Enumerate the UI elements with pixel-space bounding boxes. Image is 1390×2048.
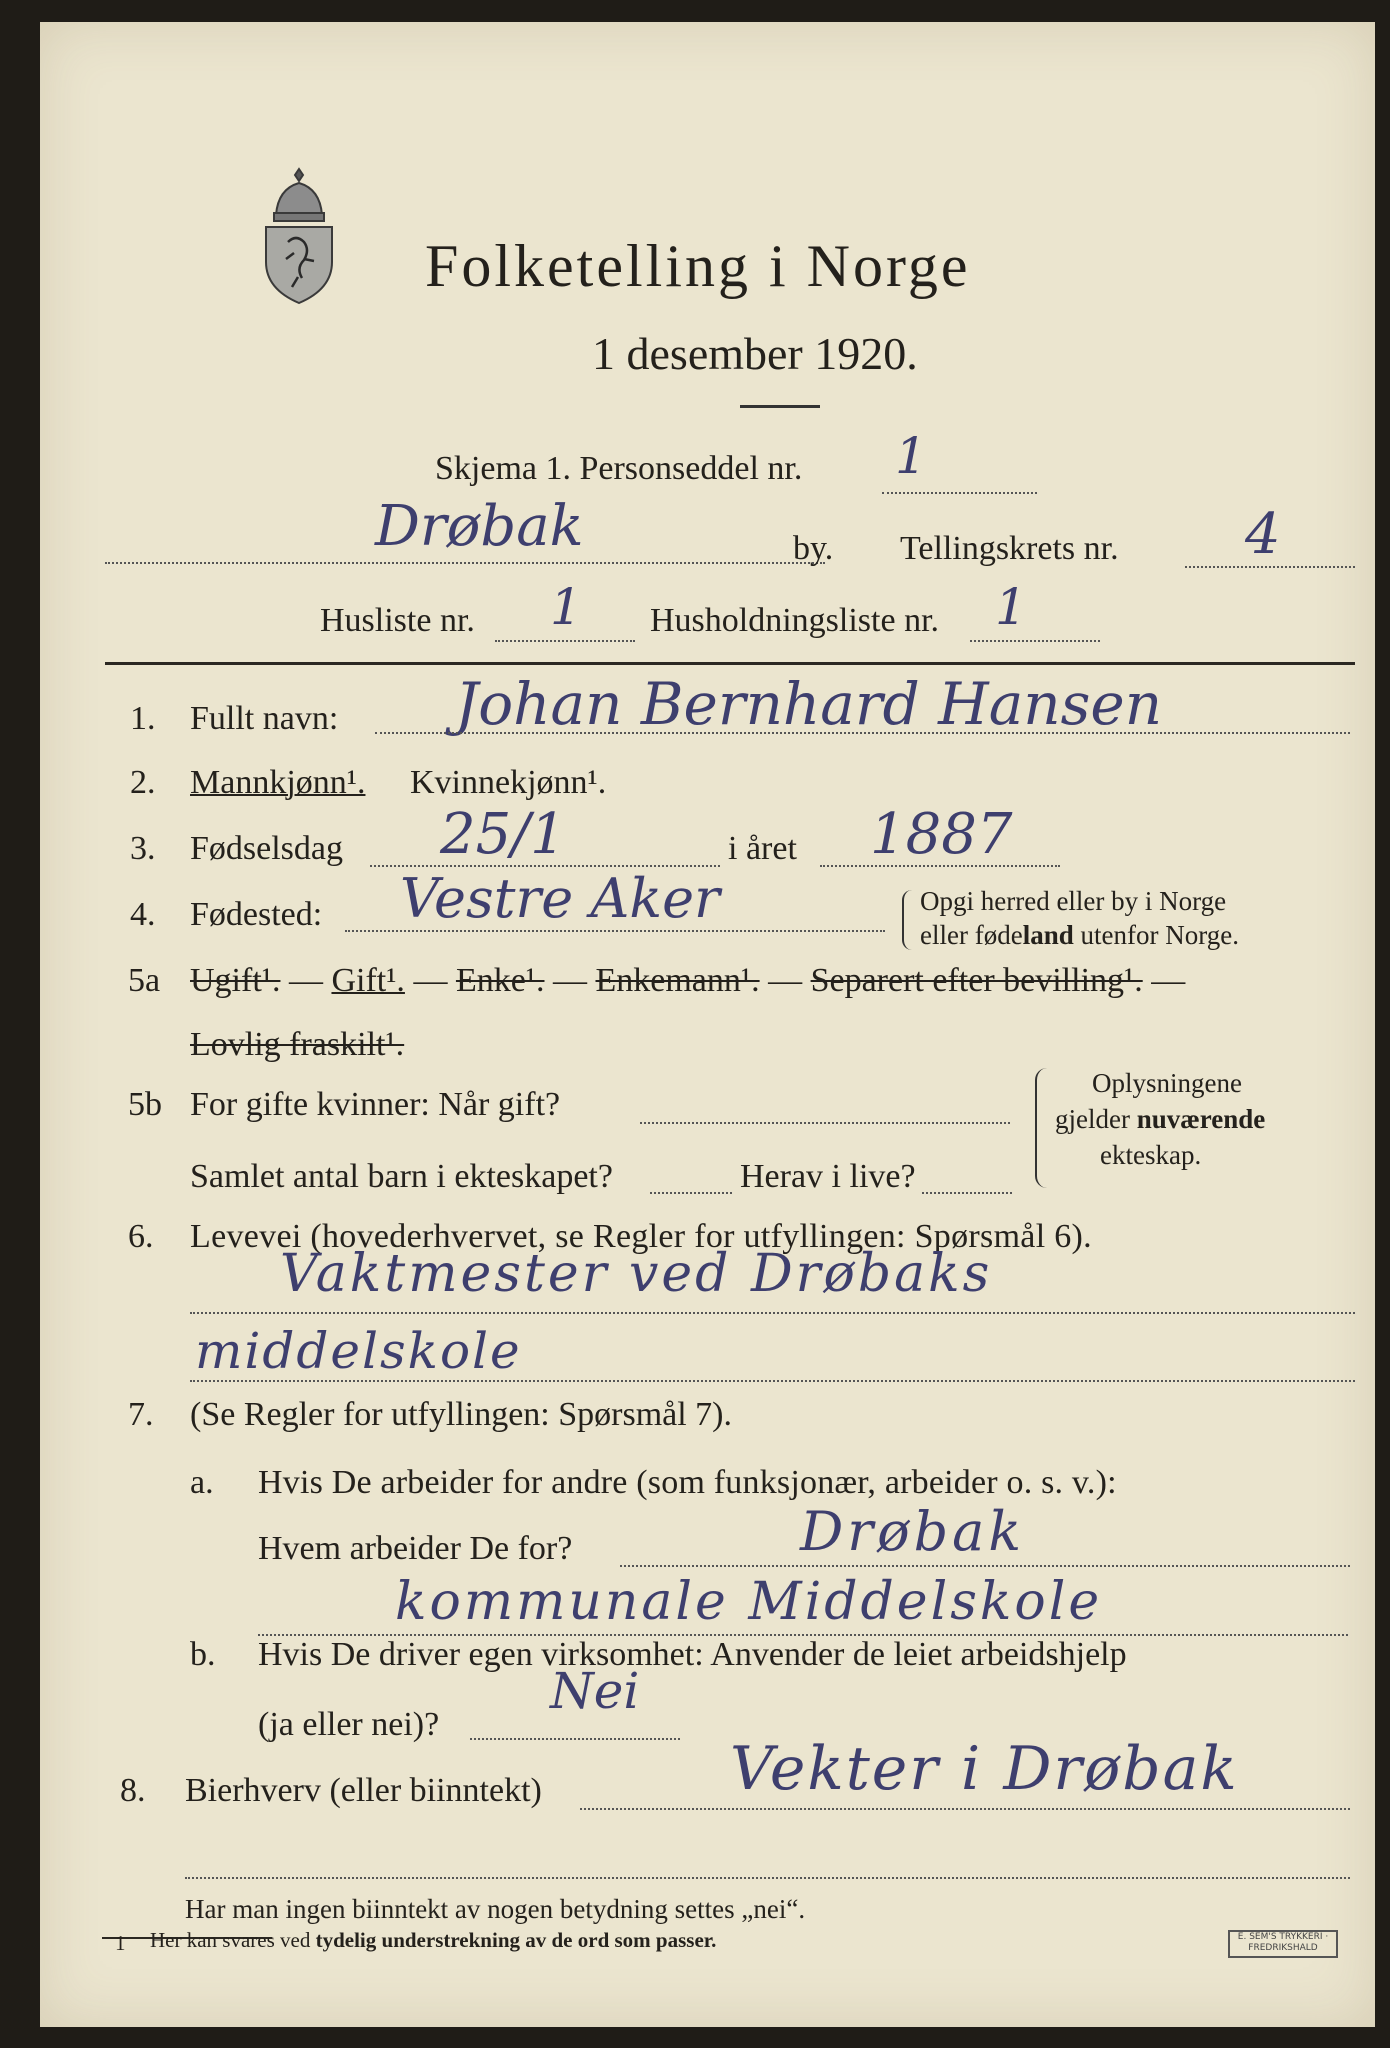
personseddel-nr-field[interactable]: 1 bbox=[895, 427, 927, 485]
by-label: by. bbox=[793, 530, 834, 567]
dotted-line bbox=[375, 732, 1350, 734]
by-field[interactable]: Drøbak bbox=[375, 494, 584, 559]
q5b-alive-label: Herav i live? bbox=[740, 1158, 916, 1195]
birth-day-field[interactable]: 25/1 bbox=[440, 802, 566, 867]
census-date: 1 desember 1920. bbox=[592, 328, 918, 379]
dotted-line bbox=[580, 1808, 1350, 1810]
q7a-text: Hvis De arbeider for andre (som funksjonær, arbeider o. s. v.): bbox=[258, 1464, 1117, 1501]
printer-stamp: E. SEM'S TRYKKERI · FREDRIKSHALD bbox=[1228, 1930, 1338, 1958]
dotted-line bbox=[105, 562, 825, 564]
footnote-number: 1 bbox=[115, 1931, 126, 1955]
widow-option[interactable]: Enke¹. bbox=[455, 962, 545, 999]
q5b-children-label: Samlet antal barn i ekteskapet? bbox=[190, 1158, 613, 1195]
q6-number: 6. bbox=[128, 1218, 154, 1255]
q8-number: 8. bbox=[120, 1772, 146, 1809]
male-option[interactable]: Mannkjønn¹. bbox=[190, 764, 366, 801]
q4-note-line2: eller fødeland utenfor Norge. bbox=[920, 920, 1239, 950]
q5b-note3: ekteskap. bbox=[1100, 1140, 1202, 1170]
unmarried-option[interactable]: Ugift¹. bbox=[190, 962, 281, 999]
dotted-line bbox=[820, 865, 1060, 867]
dotted-line bbox=[190, 1312, 1355, 1314]
tellingskrets-nr-field[interactable]: 4 bbox=[1245, 502, 1281, 567]
title-divider bbox=[740, 405, 820, 408]
q8-label: Bierhverv (eller biinntekt) bbox=[185, 1772, 542, 1809]
form-title: Folketelling i Norge bbox=[425, 233, 971, 299]
q6-label: Levevei (hovederhvervet, se Regler for utfyllingen: Spørsmål 6). bbox=[190, 1218, 1092, 1255]
q7b-text: Hvis De driver egen virksomhet: Anvender de leiet arbeidshjelp bbox=[258, 1636, 1127, 1673]
footer-note: Har man ingen biinntekt av nogen betydning settes „nei“. bbox=[185, 1894, 806, 1924]
q7a-letter: a. bbox=[190, 1464, 214, 1501]
female-option[interactable]: Kvinnekjønn¹. bbox=[410, 764, 607, 801]
note-brace bbox=[902, 890, 912, 950]
q5b-note1: Oplysningene bbox=[1092, 1068, 1242, 1098]
dotted-line bbox=[882, 492, 1037, 494]
birth-year-field[interactable]: 1887 bbox=[870, 802, 1013, 867]
occupation-field-line1[interactable]: Vaktmester ved Drøbaks bbox=[280, 1244, 993, 1304]
q5a-number: 5a bbox=[128, 962, 161, 999]
separated-option[interactable]: Separert efter bevilling¹. bbox=[810, 962, 1143, 999]
dotted-line bbox=[190, 1380, 1355, 1382]
q5b-note2: gjelder nuværende bbox=[1055, 1104, 1266, 1134]
section-rule bbox=[105, 662, 1355, 665]
q3-label: Fødselsdag bbox=[190, 830, 343, 867]
footnote-text: Her kan svares ved tydelig understrekning av de ord som passer. bbox=[150, 1928, 717, 1952]
dotted-line bbox=[345, 930, 885, 932]
marital-status-options: Ugift¹. — Gift¹. — Enke¹. — Enkemann¹. — Separert efter bevilling¹. — bbox=[190, 962, 1186, 999]
norwegian-coat-of-arms-icon bbox=[258, 167, 340, 307]
q4-note-line1: Opgi herred eller by i Norge bbox=[920, 886, 1227, 916]
dotted-line bbox=[970, 640, 1100, 642]
q7b-label: (ja eller nei)? bbox=[258, 1706, 440, 1743]
q2-number: 2. bbox=[130, 764, 156, 801]
q4-number: 4. bbox=[130, 896, 156, 933]
side-occupation-field[interactable]: Vekter i Drøbak bbox=[730, 1734, 1239, 1804]
children-count-field[interactable] bbox=[650, 1192, 732, 1194]
q1-label: Fullt navn: bbox=[190, 700, 339, 737]
q7-number: 7. bbox=[128, 1396, 154, 1433]
census-form-sheet bbox=[40, 22, 1375, 2027]
married-option[interactable]: Gift¹. bbox=[331, 962, 405, 999]
q1-number: 1. bbox=[130, 700, 156, 737]
q5b-number: 5b bbox=[128, 1086, 162, 1123]
dotted-line bbox=[495, 640, 635, 642]
q7b-letter: b. bbox=[190, 1636, 216, 1673]
dotted-line bbox=[185, 1877, 1350, 1879]
q7a-employer-label: Hvem arbeider De for? bbox=[258, 1530, 573, 1567]
q5b-line1: For gifte kvinner: Når gift? bbox=[190, 1086, 561, 1123]
divorced-option[interactable]: Lovlig fraskilt¹. bbox=[190, 1026, 405, 1063]
q4-label: Fødested: bbox=[190, 896, 323, 933]
dotted-line bbox=[1185, 566, 1355, 568]
skjema-label: Skjema 1. Personseddel nr. bbox=[435, 450, 803, 487]
tellingskrets-label: Tellingskrets nr. bbox=[900, 530, 1119, 567]
hired-help-field[interactable]: Nei bbox=[550, 1662, 640, 1720]
husliste-label: Husliste nr. bbox=[320, 602, 475, 639]
employer-field-line1[interactable]: Drøbak bbox=[800, 1500, 1026, 1563]
husliste-nr-field[interactable]: 1 bbox=[550, 578, 582, 636]
dotted-line bbox=[470, 1738, 680, 1740]
full-name-field[interactable]: Johan Bernhard Hansen bbox=[455, 670, 1163, 738]
widower-option[interactable]: Enkemann¹. bbox=[595, 962, 760, 999]
husholdningsliste-label: Husholdningsliste nr. bbox=[650, 602, 940, 639]
birthplace-field[interactable]: Vestre Aker bbox=[400, 867, 720, 930]
q3-number: 3. bbox=[130, 830, 156, 867]
employer-field-line2[interactable]: kommunale Middelskole bbox=[395, 1572, 1103, 1632]
note-brace bbox=[1035, 1068, 1047, 1188]
year-label: i året bbox=[728, 830, 797, 867]
dotted-line bbox=[620, 1565, 1350, 1567]
husholdningsliste-nr-field[interactable]: 1 bbox=[995, 578, 1027, 636]
married-when-field[interactable] bbox=[640, 1122, 1010, 1124]
occupation-field-line2[interactable]: middelskole bbox=[195, 1322, 522, 1380]
q7-label: (Se Regler for utfyllingen: Spørsmål 7). bbox=[190, 1396, 733, 1433]
children-alive-field[interactable] bbox=[922, 1192, 1012, 1194]
